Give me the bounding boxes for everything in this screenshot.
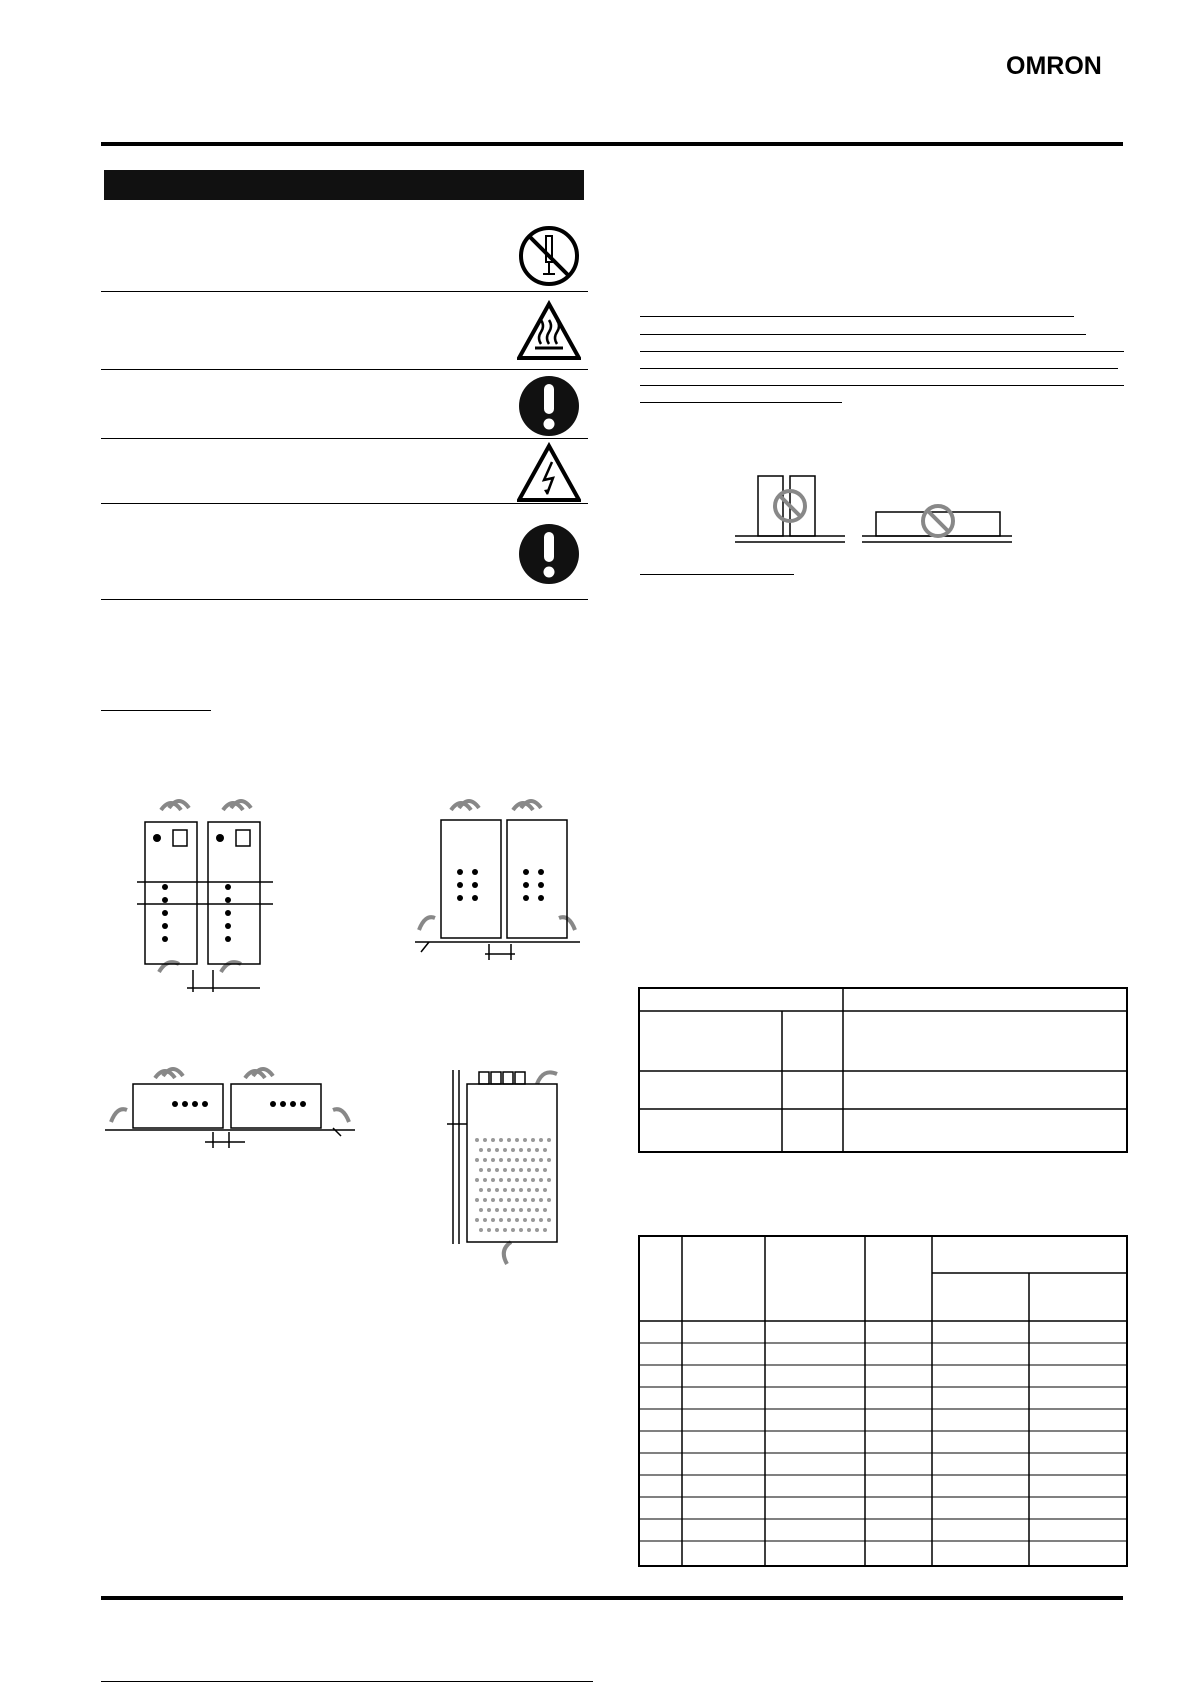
safety-separator: [101, 503, 588, 504]
prohibited-icon: [920, 503, 956, 539]
mandatory-action-icon: [517, 374, 581, 438]
mounting-figure-single-unit: [447, 1060, 582, 1270]
safety-separator: [101, 291, 588, 292]
rating-table: [638, 1235, 1128, 1567]
spec-table: [638, 987, 1128, 1153]
safety-separator: [101, 599, 588, 600]
hot-surface-icon: [517, 300, 581, 364]
mounting-figure-horizontal: [105, 1062, 355, 1152]
omron-logo: OMRON: [1006, 52, 1102, 80]
prohibited-icon: [772, 488, 808, 524]
bottom-rule: [101, 1596, 1123, 1600]
subheading-underline: [101, 710, 211, 711]
safety-separator: [101, 438, 588, 439]
text-underline: [640, 402, 842, 403]
subheading-underline: [640, 574, 794, 575]
text-underline: [640, 334, 1086, 335]
mounting-figure-side-by-side: [135, 792, 275, 997]
footer-rule: [101, 1681, 593, 1682]
top-rule: [101, 142, 1123, 146]
text-underline: [640, 351, 1124, 352]
no-disassembly-icon: [517, 224, 581, 288]
section-title-bar: [104, 170, 584, 200]
electric-shock-icon: [517, 442, 581, 506]
text-underline: [640, 385, 1124, 386]
mounting-figure-wide-models: [415, 792, 580, 967]
text-underline: [640, 316, 1074, 317]
safety-separator: [101, 369, 588, 370]
mandatory-action-icon: [517, 522, 581, 586]
text-underline: [640, 368, 1118, 369]
